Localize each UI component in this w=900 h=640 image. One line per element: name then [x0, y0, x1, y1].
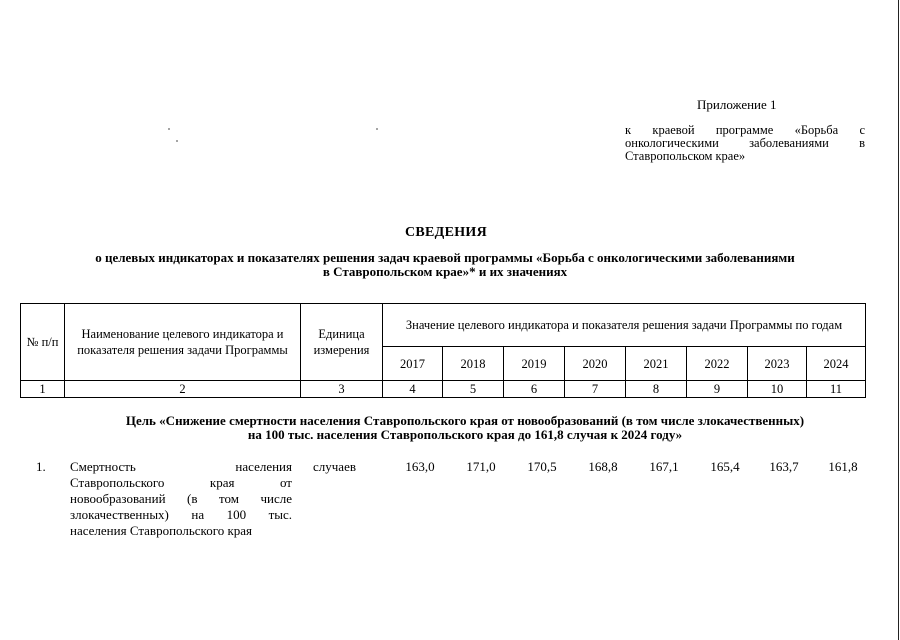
indicators-table: [20, 303, 866, 398]
row-indicator-name: Смертность населения Ставропольского края от новообразований (в том числе злокачественных) на 100 тыс. населения Ставропольского края: [70, 459, 292, 538]
document-subtitle-line1: о целевых индикаторах и показателях решения задач краевой программы «Борьба с онкологическими заболеваниями: [95, 250, 795, 265]
goal-statement: [40, 414, 890, 442]
document-subtitle-line2: в Ставропольском крае»* и их значениях: [322, 264, 568, 279]
column-number-row: [21, 381, 866, 398]
header-values: Значение целевого индикатора и показателя решения задачи Программы по годам: [383, 304, 866, 347]
goal-line2: на 100 тыс. населения Ставропольского края до 161,8 случая к 2024 году»: [247, 427, 683, 442]
year-cell: 2021: [626, 347, 687, 381]
appendix-subtitle: к краевой программе «Борьба с онкологическими заболеваниями в Ставропольском крае»: [625, 123, 865, 163]
scan-speck: [376, 128, 378, 130]
scan-speck: [176, 140, 178, 142]
page-edge: [898, 0, 900, 640]
year-cell: 2024: [807, 347, 866, 381]
scan-speck: [168, 128, 170, 130]
row-unit: случаев: [313, 459, 356, 474]
row-value-2022: 165,4: [710, 459, 740, 474]
goal-line1: Цель «Снижение смертности населения Ставропольского края от новообразований (в том числе злокачественных): [125, 413, 805, 428]
header-num: № п/п: [21, 304, 65, 381]
row-value-2023: 163,7: [769, 459, 799, 474]
column-number: 10: [748, 381, 807, 398]
column-number: 6: [504, 381, 565, 398]
document-subtitle: [60, 251, 830, 279]
header-row-top: [21, 304, 866, 347]
column-number: 7: [565, 381, 626, 398]
row-value-2020: 168,8: [588, 459, 618, 474]
column-number: 5: [443, 381, 504, 398]
column-number: 8: [626, 381, 687, 398]
row-value-2024: 161,8: [828, 459, 858, 474]
column-number: 3: [301, 381, 383, 398]
appendix-title: Приложение 1: [697, 97, 777, 112]
year-cell: 2018: [443, 347, 504, 381]
column-number: 1: [21, 381, 65, 398]
year-cell: 2022: [687, 347, 748, 381]
column-number: 2: [65, 381, 301, 398]
row-value-2019: 170,5: [527, 459, 557, 474]
row-value-2021: 167,1: [649, 459, 679, 474]
document-title: СВЕДЕНИЯ: [404, 225, 488, 240]
year-cell: 2020: [565, 347, 626, 381]
year-cell: 2017: [383, 347, 443, 381]
column-number: 9: [687, 381, 748, 398]
year-cell: 2019: [504, 347, 565, 381]
header-name: Наименование целевого индикатора и показателя решения задачи Программы: [65, 304, 301, 381]
header-unit: Единица измерения: [301, 304, 383, 381]
column-number: 4: [383, 381, 443, 398]
year-cell: 2023: [748, 347, 807, 381]
row-number: 1.: [36, 459, 46, 474]
column-number: 11: [807, 381, 866, 398]
row-value-2018: 171,0: [466, 459, 496, 474]
row-value-2017: 163,0: [405, 459, 435, 474]
